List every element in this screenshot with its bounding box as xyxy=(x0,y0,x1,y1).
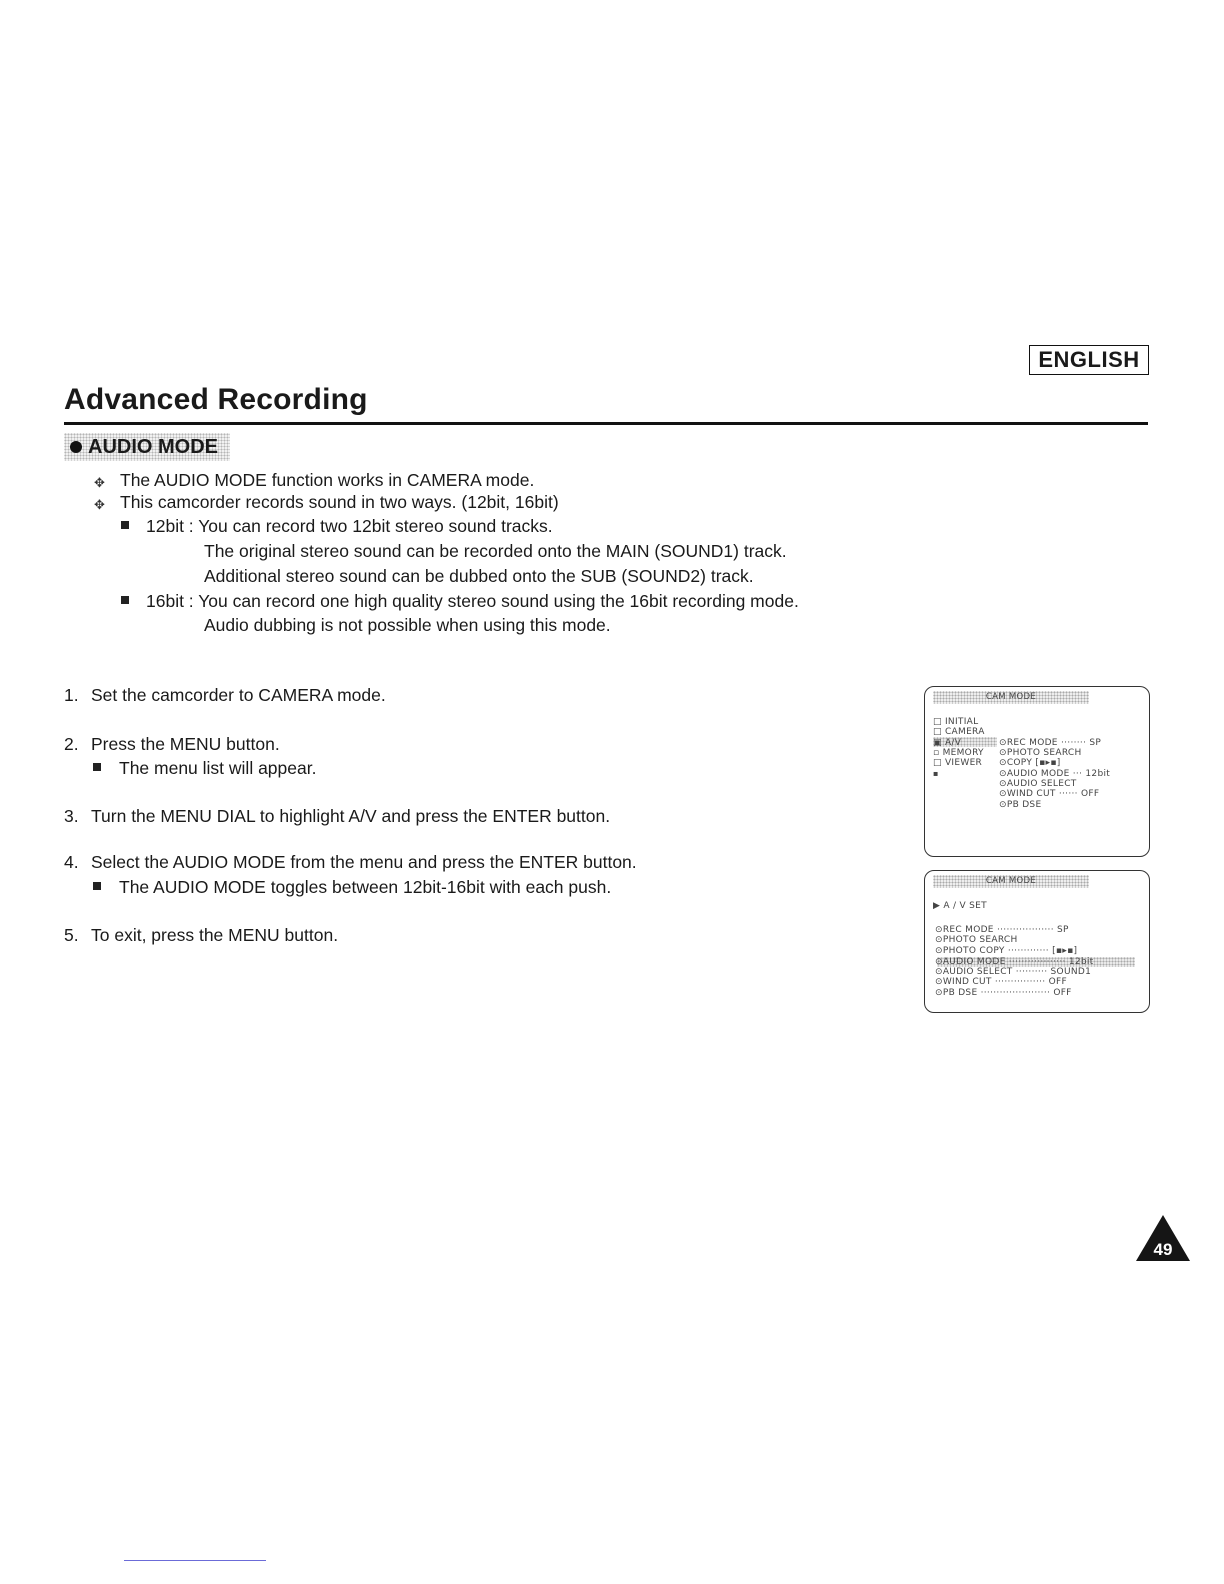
step-subtext: The AUDIO MODE toggles between 12bit-16bit with each push. xyxy=(119,877,612,897)
step-text: Select the AUDIO MODE from the menu and press the ENTER button. xyxy=(91,852,637,872)
menu-item-selected: ▣ A/V xyxy=(933,738,962,748)
menu-item: ▫ MEMORY xyxy=(933,748,984,758)
square-bullet-icon xyxy=(93,882,101,890)
menu-item: □ CAMERA xyxy=(933,727,985,737)
submenu-item: ⊙PHOTO SEARCH xyxy=(935,935,1018,945)
menu-screen-main xyxy=(924,686,1150,857)
step-subtext: The menu list will appear. xyxy=(119,758,317,778)
step-text: Turn the MENU DIAL to highlight A/V and press the ENTER button. xyxy=(91,806,611,826)
step-number: 1. xyxy=(64,685,79,705)
note-line: The AUDIO MODE function works in CAMERA mode. xyxy=(120,470,535,490)
menu-item: □ VIEWER xyxy=(933,758,983,768)
submenu-item: ⊙PB DSE xyxy=(999,800,1042,810)
submenu-title: ▶ A / V SET xyxy=(933,901,987,911)
note-line: This camcorder records sound in two ways. (12bit, 16bit) xyxy=(120,492,559,512)
step-number: 3. xyxy=(64,806,79,826)
mode-label: 12bit : You can record two 12bit stereo sound tracks. xyxy=(146,516,553,536)
mode-detail-line: Additional stereo sound can be dubbed onto the SUB (SOUND2) track. xyxy=(204,566,754,586)
page-title: Advanced Recording xyxy=(64,383,368,416)
square-bullet-icon xyxy=(93,763,101,771)
menu-screen-av-set xyxy=(924,870,1150,1013)
menu-item: □ INITIAL xyxy=(933,717,979,727)
submenu-item: ⊙AUDIO SELECT xyxy=(999,779,1077,789)
diamond-bullet-icon: ✥ xyxy=(94,497,105,512)
mode-detail-line: The original stereo sound can be recorded onto the MAIN (SOUND1) track. xyxy=(204,541,787,561)
submenu-item: ⊙AUDIO MODE ··· 12bit xyxy=(999,769,1111,779)
step-number: 2. xyxy=(64,734,79,754)
submenu-item-selected: ⊙AUDIO MODE ·················· 12bit xyxy=(935,957,1094,967)
title-rule xyxy=(64,422,1148,425)
submenu-item: ⊙PHOTO COPY ············· [▪▸▪] xyxy=(935,946,1078,956)
menu-screen-header: CAM MODE xyxy=(933,875,1089,888)
menu-icon: ▪ xyxy=(933,769,939,778)
menu-screen-header: CAM MODE xyxy=(933,691,1089,704)
step-text: Press the MENU button. xyxy=(91,734,280,754)
square-bullet-icon xyxy=(121,521,129,529)
section-heading xyxy=(64,433,230,461)
page-number: 49 xyxy=(1153,1240,1173,1259)
step-text: To exit, press the MENU button. xyxy=(91,925,339,945)
footer-rule xyxy=(124,1560,266,1561)
square-bullet-icon xyxy=(121,596,129,604)
language-badge: ENGLISH xyxy=(1029,345,1149,375)
page-number-badge xyxy=(1134,1213,1192,1263)
submenu-item: ⊙REC MODE ········ SP xyxy=(999,738,1102,748)
bullet-dot-icon xyxy=(70,441,82,453)
step-number: 5. xyxy=(64,925,79,945)
triangle-icon xyxy=(1134,1213,1192,1263)
submenu-item: ⊙PB DSE ······················ OFF xyxy=(935,988,1072,998)
submenu-item: ⊙AUDIO SELECT ·········· SOUND1 xyxy=(935,967,1092,977)
section-heading-label: AUDIO MODE xyxy=(88,436,218,458)
submenu-item: ⊙WIND CUT ················ OFF xyxy=(935,977,1067,987)
mode-label: 16bit : You can record one high quality stereo sound using the 16bit recording mode. xyxy=(146,591,799,611)
submenu-item: ⊙WIND CUT ······ OFF xyxy=(999,789,1100,799)
step-number: 4. xyxy=(64,852,79,872)
mode-detail-line: Audio dubbing is not possible when using this mode. xyxy=(204,615,611,635)
submenu-item: ⊙REC MODE ·················· SP xyxy=(935,925,1069,935)
submenu-item: ⊙PHOTO SEARCH xyxy=(999,748,1082,758)
submenu-item: ⊙COPY [▪▸▪] xyxy=(999,758,1061,768)
step-text: Set the camcorder to CAMERA mode. xyxy=(91,685,386,705)
diamond-bullet-icon: ✥ xyxy=(94,475,105,490)
